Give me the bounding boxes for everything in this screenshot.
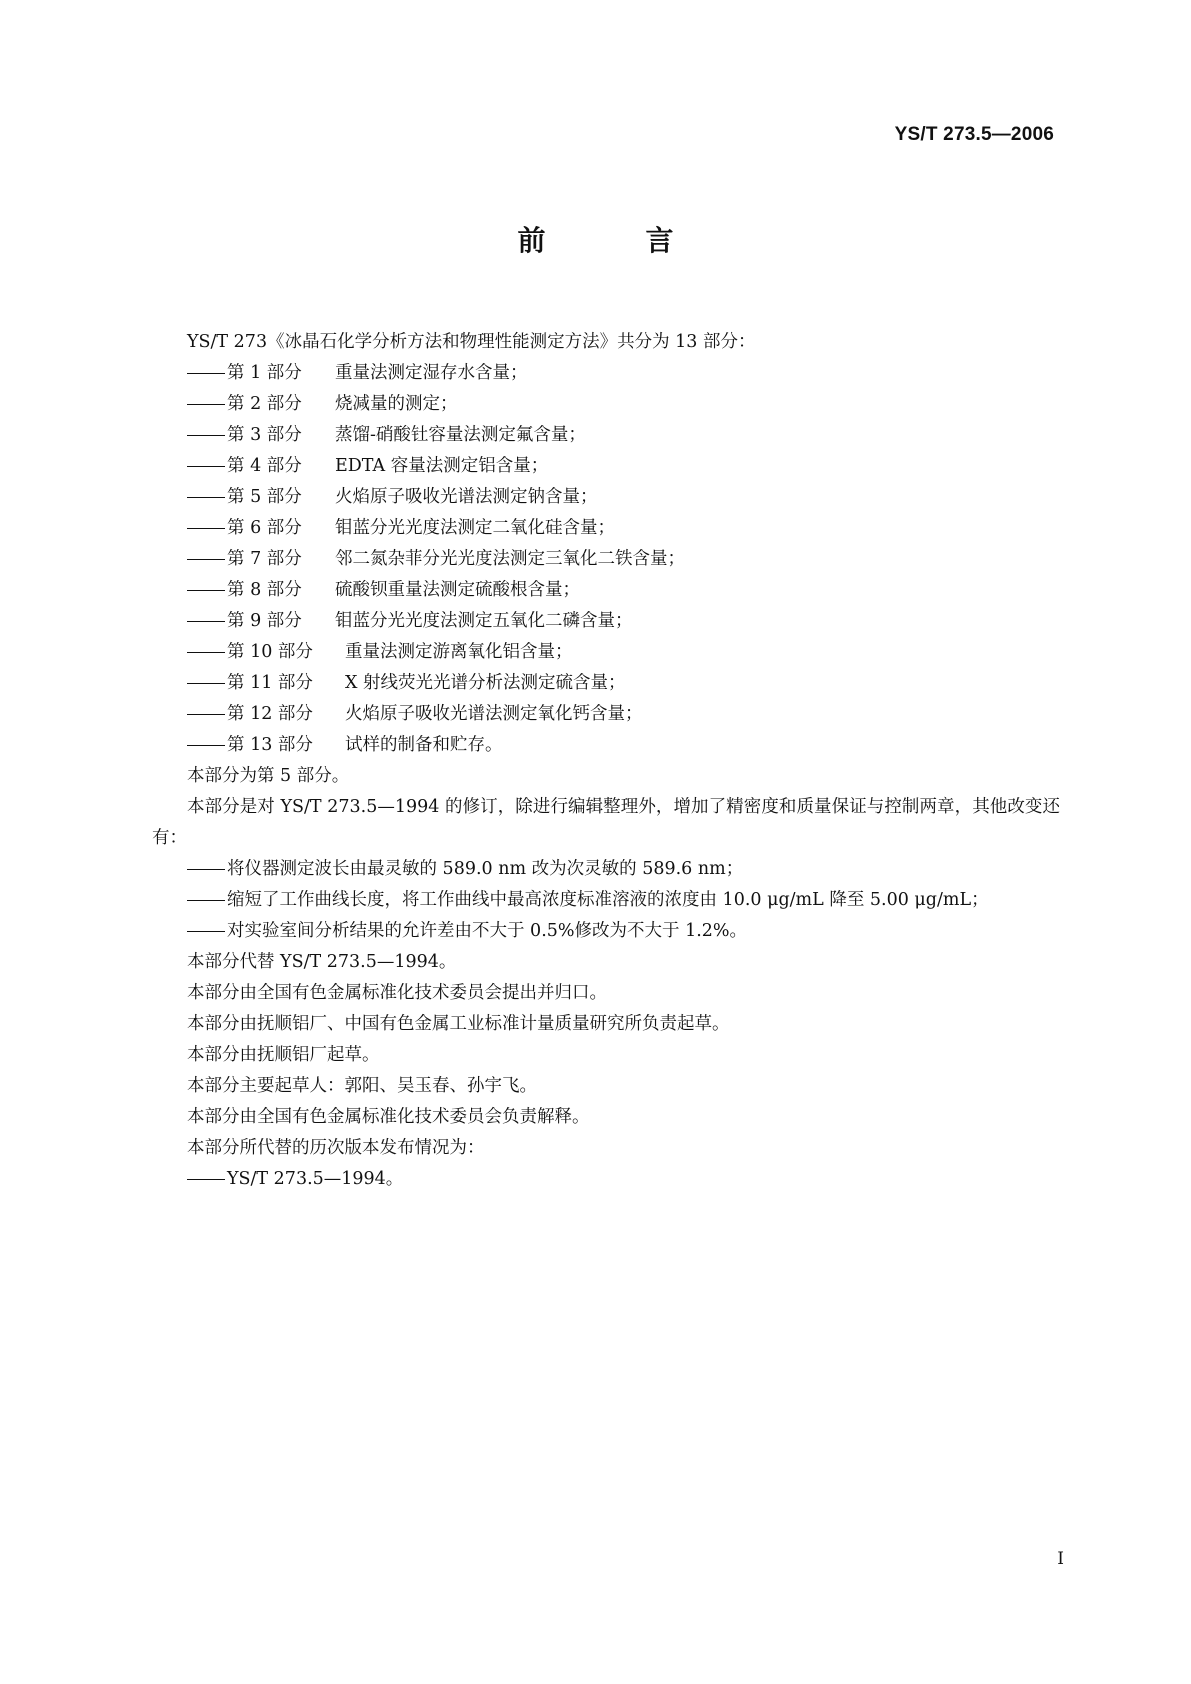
replacement-statement: 本部分代替 YS/T 273.5—1994。 (187, 952, 457, 972)
part-number: 第 6 部分 (227, 518, 302, 538)
dash-icon (187, 714, 225, 715)
history-text: YS/T 273.5—1994。 (227, 1169, 404, 1189)
list-item (152, 668, 1060, 699)
this-part-statement: 本部分为第 5 部分。 (187, 766, 350, 786)
part-number: 第 11 部分 (227, 673, 313, 693)
dash-icon (187, 745, 225, 746)
list-item (152, 420, 1060, 451)
change-text: 将仪器测定波长由最灵敏的 589.0 nm 改为次灵敏的 589.6 nm； (227, 859, 744, 879)
part-name: EDTA 容量法测定铝含量； (335, 456, 549, 476)
page-number: I (1057, 1549, 1064, 1569)
dash-icon (187, 559, 225, 560)
page-title: 前 言 (517, 224, 710, 257)
dash-icon (187, 497, 225, 498)
change-text: 缩短了工作曲线长度，将工作曲线中最高浓度标准溶液的浓度由 10.0 μg/mL 降至 5.00 μg/mL； (227, 890, 989, 910)
dash-icon (187, 466, 225, 467)
part-name: 火焰原子吸收光谱法测定钠含量； (335, 487, 598, 507)
history-item (152, 1164, 1060, 1195)
list-item (152, 606, 1060, 637)
list-item (152, 358, 1060, 389)
part-name: 蒸馏-硝酸钍容量法测定氟含量； (335, 425, 586, 445)
part-number: 第 7 部分 (227, 549, 302, 569)
part-number: 第 10 部分 (227, 642, 313, 662)
list-item (152, 389, 1060, 420)
dash-icon (187, 652, 225, 653)
list-item (152, 451, 1060, 482)
parts-list (152, 358, 1060, 761)
dash-icon (187, 683, 225, 684)
dash-icon (187, 900, 225, 901)
list-item (152, 730, 1060, 761)
part-number: 第 1 部分 (227, 363, 302, 383)
change-item (152, 854, 1060, 885)
revision-paragraph: 本部分是对 YS/T 273.5—1994 的修订，除进行编辑整理外，增加了精密度和质量保证与控制两章，其他改变还有： (152, 797, 1060, 848)
list-item (152, 513, 1060, 544)
part-name: 火焰原子吸收光谱法测定氧化钙含量； (345, 704, 643, 724)
part-name: X 射线荧光光谱分析法测定硫含量； (345, 673, 626, 693)
change-text: 对实验室间分析结果的允许差由不大于 0.5%修改为不大于 1.2%。 (227, 921, 748, 941)
drafters-statement: 本部分主要起草人：郭阳、吴玉春、孙宇飞。 (187, 1076, 537, 1096)
dash-icon (187, 621, 225, 622)
interpretation-statement: 本部分由全国有色金属标准化技术委员会负责解释。 (187, 1107, 590, 1127)
dash-icon (187, 435, 225, 436)
part-number: 第 5 部分 (227, 487, 302, 507)
list-item (152, 544, 1060, 575)
part-name: 邻二氮杂菲分光光度法测定三氧化二铁含量； (335, 549, 685, 569)
intro-paragraph: YS/T 273《冰晶石化学分析方法和物理性能测定方法》共分为 13 部分： (187, 332, 756, 352)
drafting-units-statement: 本部分由抚顺铝厂、中国有色金属工业标准计量质量研究所负责起草。 (187, 1014, 730, 1034)
part-number: 第 4 部分 (227, 456, 302, 476)
part-name: 烧减量的测定； (335, 394, 458, 414)
part-number: 第 13 部分 (227, 735, 313, 755)
foreword-body (152, 327, 1060, 1195)
part-number: 第 9 部分 (227, 611, 302, 631)
dash-icon (187, 373, 225, 374)
part-number: 第 2 部分 (227, 394, 302, 414)
change-item (152, 885, 1060, 916)
list-item (152, 482, 1060, 513)
list-item (152, 575, 1060, 606)
dash-icon (187, 1179, 225, 1180)
dash-icon (187, 528, 225, 529)
dash-icon (187, 931, 225, 932)
dash-icon (187, 404, 225, 405)
standard-code: YS/T 273.5—2006 (894, 124, 1054, 145)
part-name: 硫酸钡重量法测定硫酸根含量； (335, 580, 580, 600)
dash-icon (187, 869, 225, 870)
part-number: 第 8 部分 (227, 580, 302, 600)
part-number: 第 12 部分 (227, 704, 313, 724)
part-name: 钼蓝分光光度法测定五氧化二磷含量； (335, 611, 633, 631)
history-list (152, 1164, 1060, 1195)
part-name: 重量法测定湿存水含量； (335, 363, 528, 383)
list-item (152, 699, 1060, 730)
dash-icon (187, 590, 225, 591)
list-item (152, 637, 1060, 668)
history-intro: 本部分所代替的历次版本发布情况为： (187, 1138, 485, 1158)
part-name: 钼蓝分光光度法测定二氧化硅含量； (335, 518, 615, 538)
drafting-unit-statement: 本部分由抚顺铝厂起草。 (187, 1045, 380, 1065)
change-item (152, 916, 1060, 947)
proposer-statement: 本部分由全国有色金属标准化技术委员会提出并归口。 (187, 983, 607, 1003)
part-number: 第 3 部分 (227, 425, 302, 445)
part-name: 试样的制备和贮存。 (345, 735, 503, 755)
changes-list (152, 854, 1060, 947)
part-name: 重量法测定游离氧化铝含量； (345, 642, 573, 662)
